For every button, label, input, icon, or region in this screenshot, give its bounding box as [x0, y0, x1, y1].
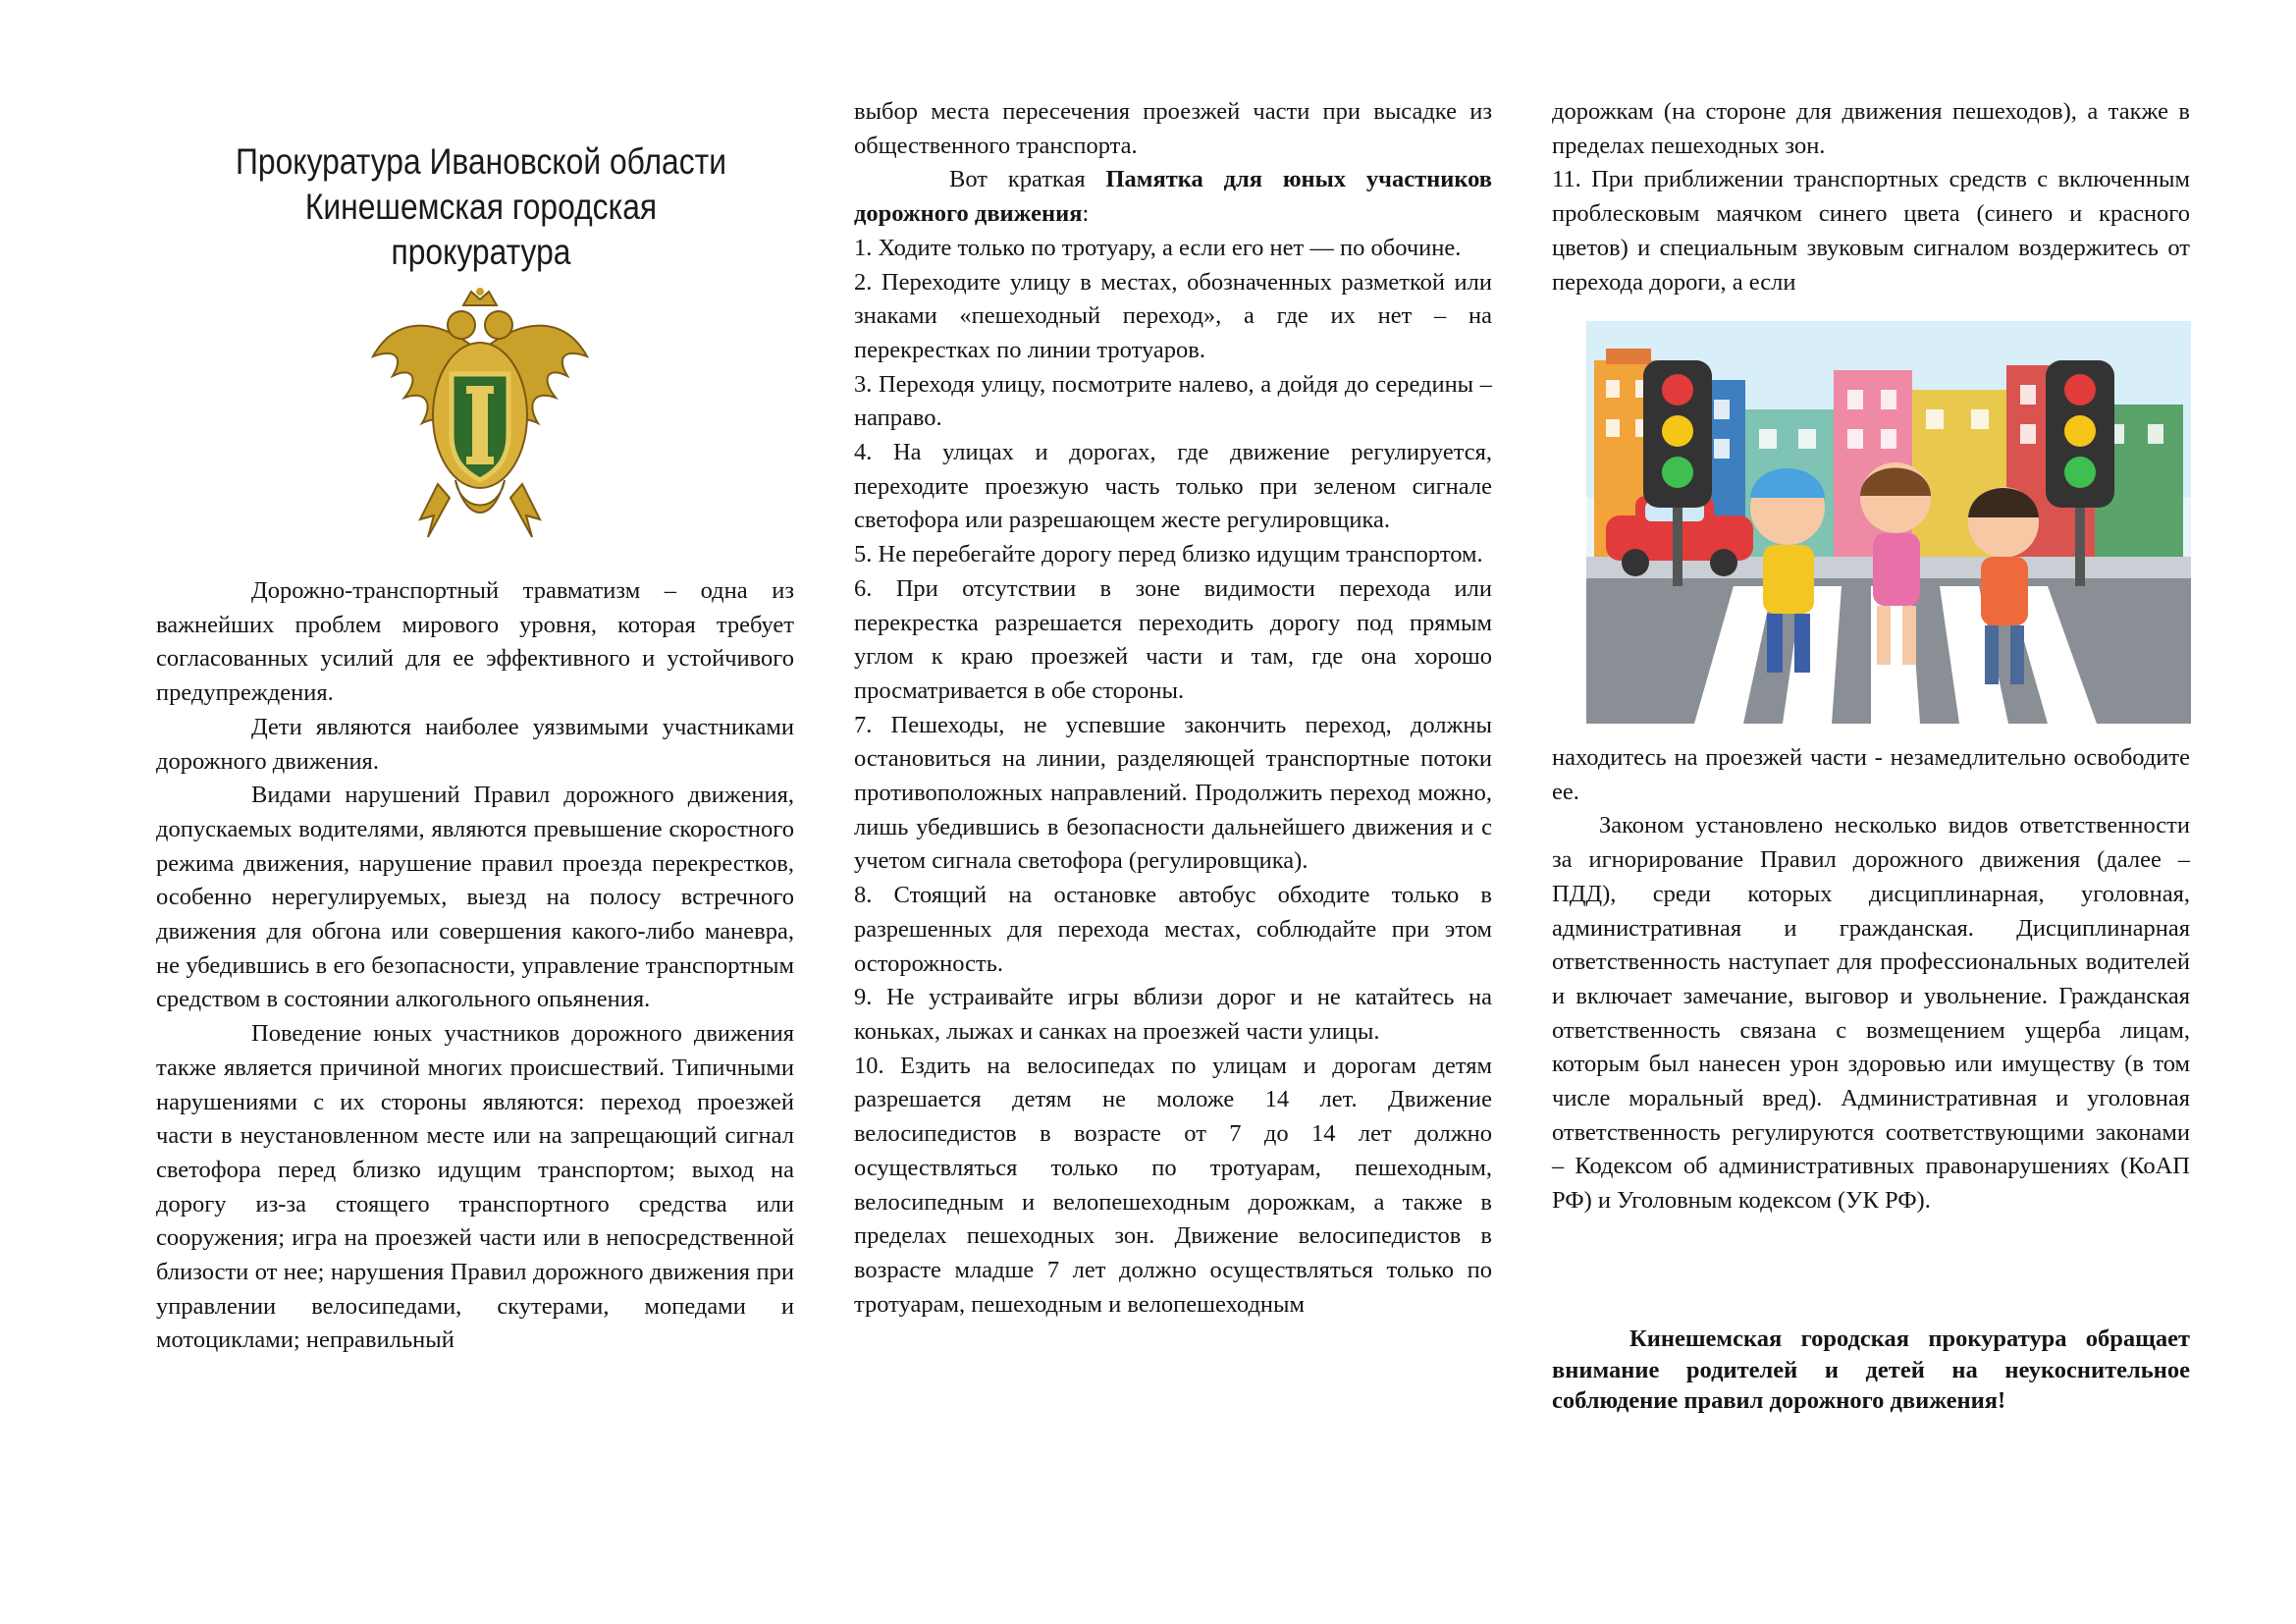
young-participants-paragraph: Поведение юных участников дорожного движения также является причиной многих происшествий. Типичными нарушениями с их стороны являются: переход проезжей части в неустановленном месте или на запрещающий сигнал светофора перед близко идущим транспортом; выход на дорогу из-за стоящего транспортного средства или сооружения; игра на проезжей части или в непосредственной близости от нее; нарушения Правил дорожного движения при управлении велосипедами, скутерами, мопедами и мотоциклами; неправильный: [156, 1020, 794, 1354]
memo-item-7: 7. Пешеходы, не успевшие закончить переход, должны остановиться на линии, разделяющей транспортные потоки противоположных направлений. Продолжить переход можно, лишь убедившись в безопасности дальнейшего движения и с учетом сигнала светофора (регулировщика).: [854, 711, 1492, 875]
column-3-bottom: [1552, 741, 2190, 1218]
prosecutor-emblem-icon: [365, 288, 596, 553]
children-vulnerable-paragraph: Дети являются наиболее уязвимыми участниками дорожного движения.: [156, 713, 794, 775]
memo-item-8: 8. Стоящий на остановке автобус обходите только в разрешенных для перехода местах, соблюдайте при этом осторожность.: [854, 882, 1492, 977]
continued-paragraph: выбор места пересечения проезжей части при высадке из общественного транспорта.: [854, 98, 1492, 159]
children-crossing-illustration: [1586, 321, 2191, 724]
memo-item-9: 9. Не устраивайте игры вблизи дорог и не катайтесь на коньках, лыжах и санках на проезжей части улицы.: [854, 984, 1492, 1045]
memo-item-1: 1. Ходите только по тротуару, а если его нет — по обочине.: [854, 234, 1462, 261]
memo-item-3: 3. Переходя улицу, посмотрите налево, а дойдя до середины – направо.: [854, 370, 1492, 432]
column-2: [854, 95, 1492, 1322]
memo-lead: Вот краткая: [949, 166, 1086, 193]
column-3-top: [1552, 95, 2190, 299]
liability-paragraph: Законом установлено несколько видов ответственности за игнорирование Правил дорожного движения (далее – ПДД), среди которых дисциплинарная, уголовная, административная и гражданская. Дисциплинарная ответственность наступает для профессиональных водителей и включает замечание, выговор и увольнение. Гражданская ответственность связана с возмещением ущерба лицам, которым был нанесен урон здоровью или имуществу (в том числе моральный вред). Административная и уголовная ответственность регулируются соответствующими законами – Кодексом об административных правонарушениях (КоАП РФ) и Уголовным кодексом (УК РФ).: [1552, 812, 2190, 1215]
memo-item-10: 10. Ездить на велосипедах по улицам и дорогам детям разрешается детям не моложе 14 лет. Движение велосипедистов в возрасте от 7 до 14 лет должно осуществляться только по тротуарам, пешеходным, велосипедным и велопешеходным дорожкам, а также в пределах пешеходных зон. Движение велосипедистов в возрасте младше 7 лет должно осуществляться только по тротуарам, пешеходным и велопешеходным: [854, 1052, 1492, 1318]
memo-heading: [854, 163, 1492, 231]
document-header: [228, 139, 734, 275]
continued-bike-paragraph: дорожкам (на стороне для движения пешеходов), а также в пределах пешеходных зон.: [1552, 98, 2190, 159]
header-line-1: Прокуратура Ивановской области: [236, 141, 726, 182]
memo-item-6: 6. При отсутствии в зоне видимости перехода или перекрестка разрешается переходить дорогу под прямым углом к краю проезжей части и там, где она хорошо просматривается в обе стороны.: [854, 574, 1492, 704]
memo-item-11: 11. При приближении транспортных средств с включенным проблесковым маячком синего цвета (синего и красного цветов) и специальным звуковым сигналом воздержитесь от перехода дороги, а если: [1552, 166, 2190, 296]
header-line-3: прокуратура: [391, 232, 571, 272]
column-1: [156, 574, 794, 1358]
memo-colon: :: [1082, 200, 1090, 228]
closing-text: Кинешемская городская прокуратура обращает внимание родителей и детей на неукоснительное соблюдение правил дорожного движения!: [1552, 1326, 2190, 1414]
memo-item-4: 4. На улицах и дорогах, где движение регулируется, переходите проезжую часть только при зеленом сигнале светофора или разрешающем жесте регулировщика.: [854, 439, 1492, 534]
closing-statement: [1552, 1324, 2190, 1417]
memo-item-2: 2. Переходите улицу в местах, обозначенных разметкой или знаками «пешеходный переход», а где их нет – на перекрестках по линии тротуаров.: [854, 268, 1492, 363]
memo-item-11-continued: находитесь на проезжей части - незамедлительно освободите ее.: [1552, 744, 2190, 805]
memo-item-5: 5. Не перебегайте дорогу перед близко идущим транспортом.: [854, 541, 1483, 568]
memo-title: Памятка для юных участников дорожного движения: [854, 166, 1492, 228]
driver-violations-paragraph: Видами нарушений Правил дорожного движения, допускаемых водителями, являются превышение скоростного режима движения, нарушение правил проезда перекрестков, особенно нерегулируемых, выезд на полосу встречного движения для обгона или совершения какого-либо маневра, не убедившись в его безопасности, управление транспортным средством в состоянии алкогольного опьянения.: [156, 782, 794, 1013]
intro-paragraph: Дорожно-транспортный травматизм – одна из важнейших проблем мирового уровня, которая требует согласованных усилий для ее эффективного и устойчивого предупреждения.: [156, 577, 794, 707]
header-line-2: Кинешемская городская: [304, 187, 658, 227]
